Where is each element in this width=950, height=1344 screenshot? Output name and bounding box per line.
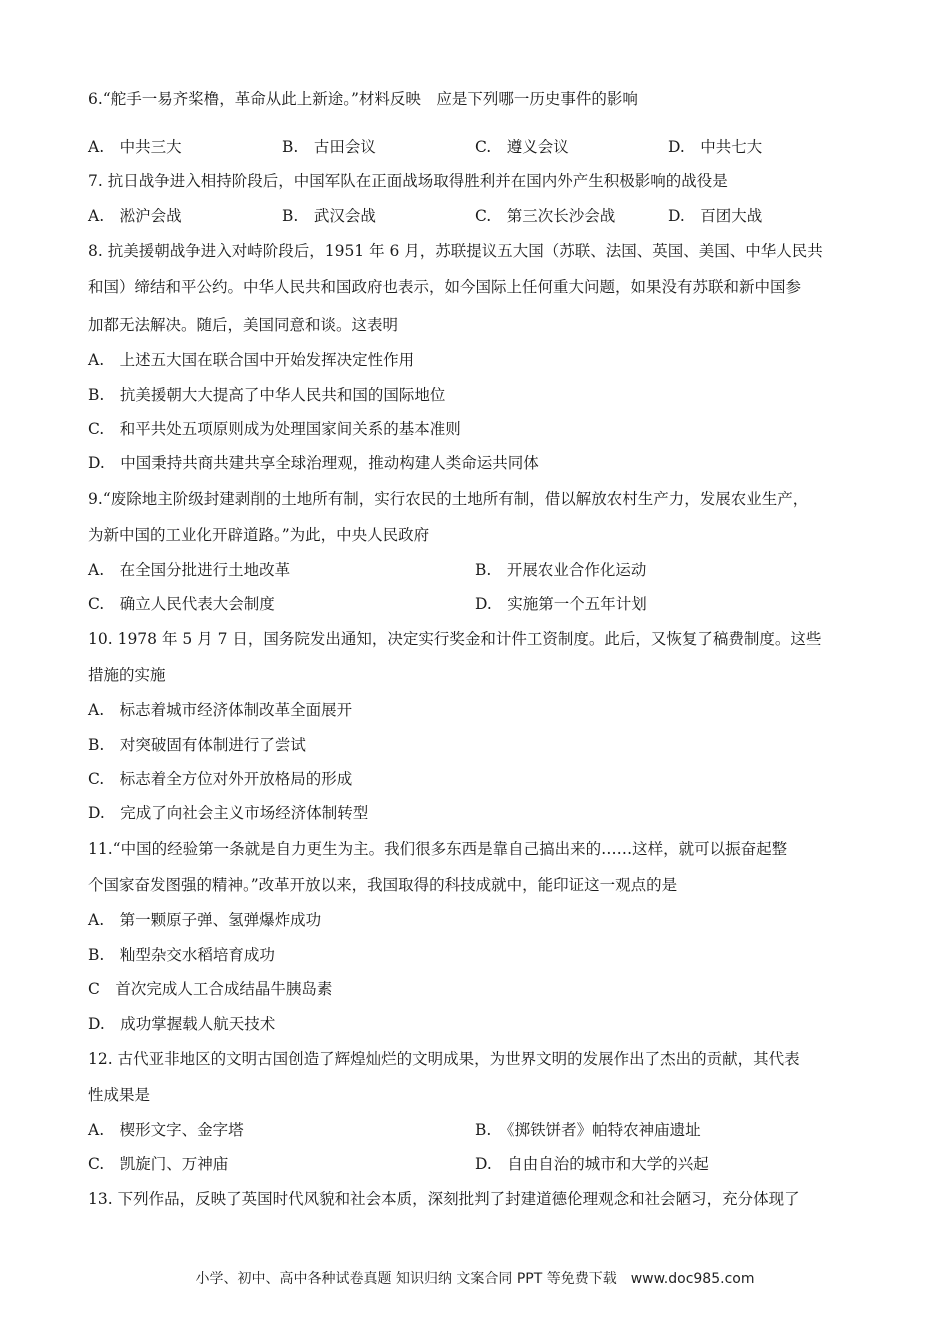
q10-option-a: A. 标志着城市经济体制改革全面展开 [88, 701, 353, 719]
q11-option-a: A. 第一颗原子弹、氢弹爆炸成功 [88, 911, 322, 929]
q10-option-b: B. 对突破固有体制进行了尝试 [88, 736, 306, 754]
q11-option-c: C 首次完成人工合成结晶牛胰岛素 [88, 980, 333, 998]
q8-option-d: D. 中国秉持共商共建共享全球治理观，推动构建人类命运共同体 [88, 454, 539, 472]
q7-stem: 7. 抗日战争进入相持阶段后，中国军队在正面战场取得胜利并在国内外产生积极影响的战役是 [88, 172, 728, 190]
q9-option-d: D. 实施第一个五年计划 [475, 595, 647, 613]
q9-option-c: C. 确立人民代表大会制度 [88, 595, 275, 613]
q8-option-b: B. 抗美援朝大大提高了中华人民共和国的国际地位 [88, 386, 446, 404]
q7-option-d: D. 百团大战 [668, 207, 763, 225]
q9-stem-line1: 9.“废除地主阶级封建剥削的土地所有制，实行农民的土地所有制，借以解放农村生产力，发展农业生产， [88, 490, 809, 508]
q8-stem-line1: 8. 抗美援朝战争进入对峙阶段后，1951 年 6 月，苏联提议五大国（苏联、法国、英国、美国、中华人民共 [88, 242, 823, 260]
q10-option-d: D. 完成了向社会主义市场经济体制转型 [88, 804, 369, 822]
q7-option-a: A. 淞沪会战 [88, 207, 182, 225]
q9-option-b: B. 开展农业合作化运动 [475, 561, 647, 579]
q9-stem-line2: 为新中国的工业化开辟道路。”为此，中央人民政府 [88, 526, 430, 544]
q12-option-b: B. 《掷铁饼者》帕特农神庙遗址 [475, 1121, 701, 1139]
q8-stem-line3: 加都无法解决。随后，美国同意和谈。这表明 [88, 316, 399, 334]
q11-option-d: D. 成功掌握载人航天技术 [88, 1015, 276, 1033]
q12-option-a: A. 楔形文字、金字塔 [88, 1121, 244, 1139]
q8-option-c: C. 和平共处五项原则成为处理国家间关系的基本准则 [88, 420, 461, 438]
q6-stem: 6.“舵手一易齐桨橹，革命从此上新途。”材料反映 应是下列哪一历史事件的影响 [88, 90, 638, 108]
q12-stem-line2: 性成果是 [88, 1086, 151, 1104]
page-footer: 小学、初中、高中各种试卷真题 知识归纳 文案合同 PPT 等免费下载 www.doc985.com [195, 1271, 755, 1287]
q6-option-a: A. 中共三大 [88, 138, 182, 156]
q11-stem-line1: 11.“中国的经验第一条就是自力更生为主。我们很多东西是靠自己搞出来的……这样，就可以振奋起整 [88, 840, 788, 858]
q10-option-c: C. 标志着全方位对外开放格局的形成 [88, 770, 353, 788]
q8-stem-line2: 和国）缔结和平公约。中华人民共和国政府也表示，如今国际上任何重大问题，如果没有苏联和新中国参 [88, 278, 802, 296]
q7-option-b: B. 武汉会战 [282, 207, 376, 225]
q6-option-d: D. 中共七大 [668, 138, 763, 156]
q10-stem-line2: 措施的实施 [88, 666, 166, 684]
q9-option-a: A. 在全国分批进行土地改革 [88, 561, 291, 579]
q10-stem-line1: 10. 1978 年 5 月 7 日，国务院发出通知，决定实行奖金和计件工资制度。此后，又恢复了稿费制度。这些 [88, 630, 822, 648]
q12-stem-line1: 12. 古代亚非地区的文明古国创造了辉煌灿烂的文明成果，为世界文明的发展作出了杰出的贡献，其代表 [88, 1050, 800, 1068]
q7-option-c: C. 第三次长沙会战 [475, 207, 616, 225]
q11-option-b: B. 籼型杂交水稻培育成功 [88, 946, 275, 964]
q13-stem-line1: 13. 下列作品，反映了英国时代风貌和社会本质，深刻批判了封建道德伦理观念和社会陋习，充分体现了 [88, 1190, 800, 1208]
q6-option-c: C. 遵义会议 [475, 138, 569, 156]
q12-option-d: D. 自由自治的城市和大学的兴起 [475, 1155, 709, 1173]
q12-option-c: C. 凯旋门、万神庙 [88, 1155, 229, 1173]
q8-option-a: A. 上述五大国在联合国中开始发挥决定性作用 [88, 351, 415, 369]
q6-option-b: B. 古田会议 [282, 138, 376, 156]
q11-stem-line2: 个国家奋发图强的精神。”改革开放以来，我国取得的科技成就中，能印证这一观点的是 [88, 876, 678, 894]
